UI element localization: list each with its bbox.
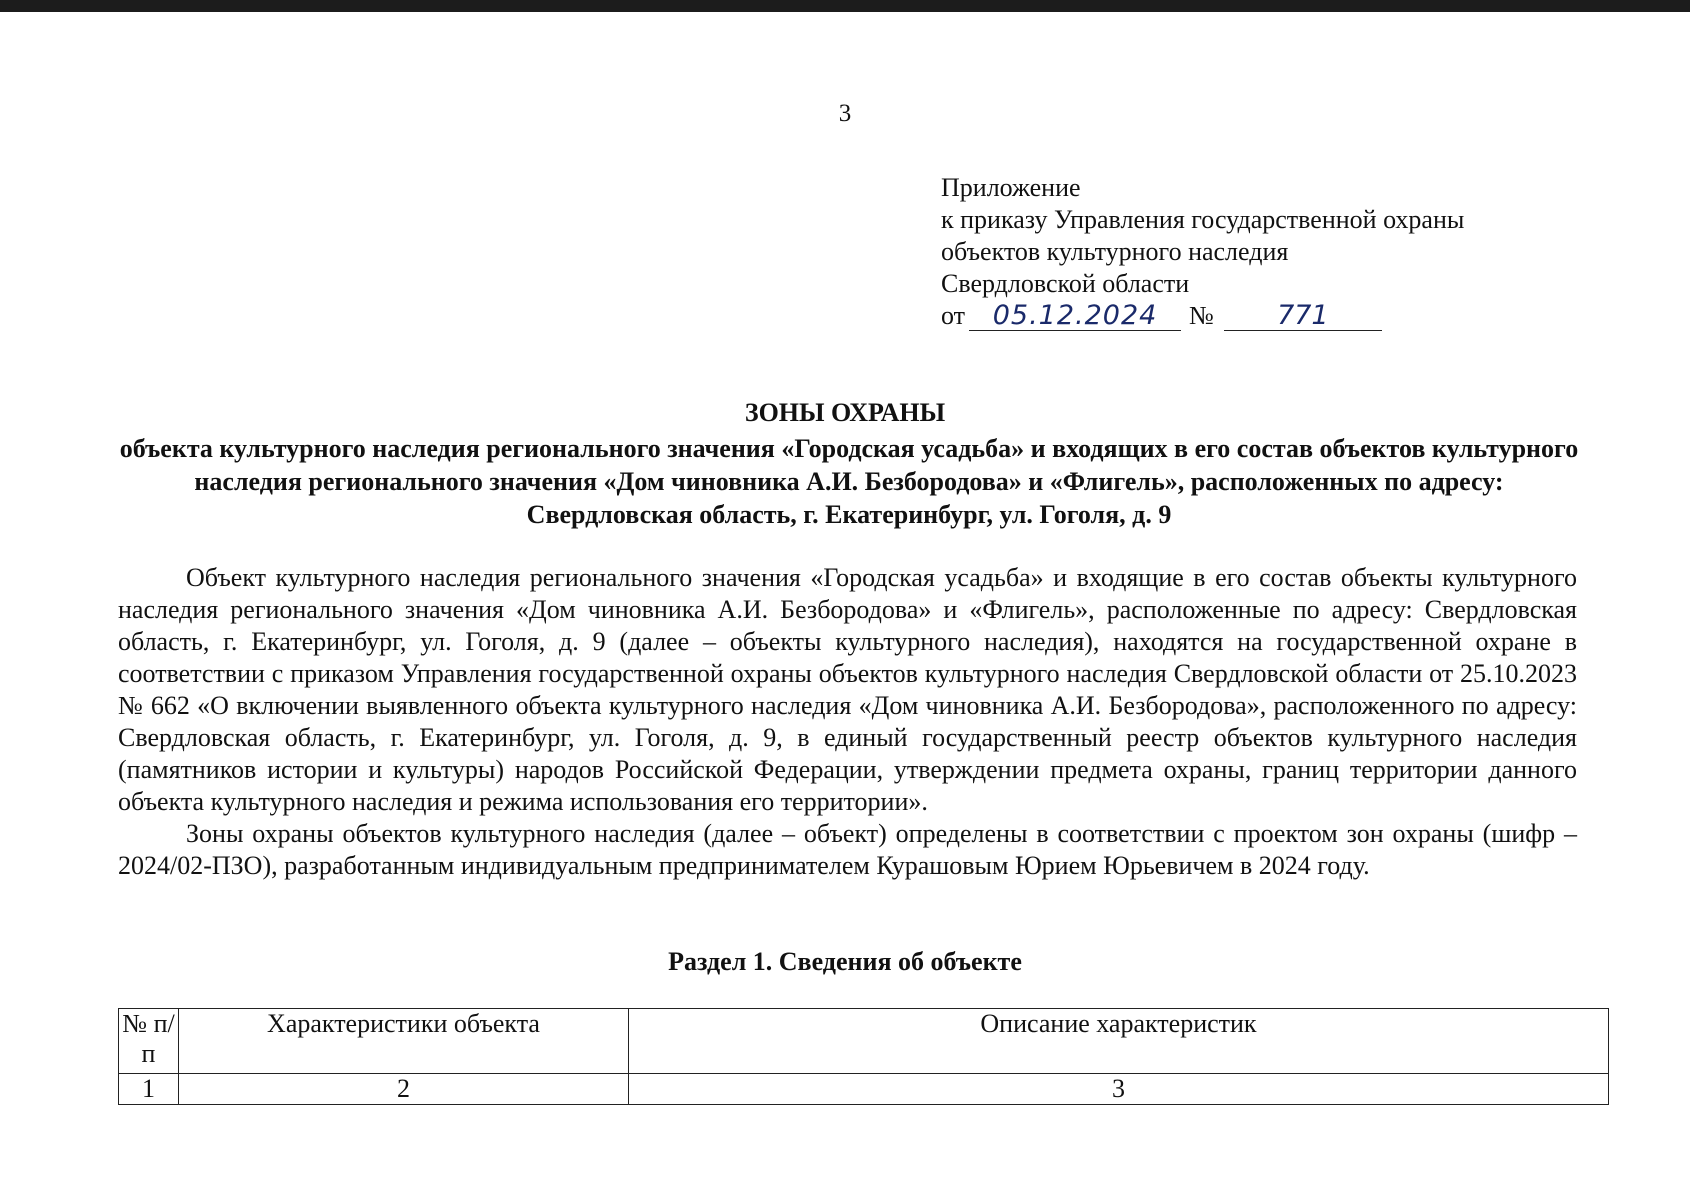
section-title: Раздел 1. Сведения об объекте — [668, 947, 1022, 976]
appendix-line: к приказу Управления государственной охраны — [941, 205, 1465, 234]
order-date-number-line — [941, 300, 1464, 332]
body-text — [118, 562, 1577, 882]
document-subtitle: объекта культурного наследия регионального значения «Городская усадьба» и входящих в его состав объектов культурного наследия регионального значения «Дом чиновника А.И. Безбородова» и «Флигель», расположенных по адресу: Свердловская область, г. Екатеринбург, ул. Гоголя, д. 9 — [119, 434, 1579, 529]
table-numbering-row — [119, 1074, 1609, 1105]
handwritten-date: 05.12.2024 — [969, 302, 1181, 331]
table-header-row — [119, 1009, 1609, 1074]
page-number: 3 — [838, 100, 852, 127]
appendix-block — [941, 172, 1464, 332]
header-cell-number: № п/п — [119, 1009, 179, 1074]
header-cell-description: Описание характеристик — [629, 1009, 1609, 1074]
paragraph: Зоны охраны объектов культурного наследия (далее – объект) определены в соответствии с проектом зон охраны (шифр – 2024/02-ПЗО), разработанным индивидуальным предпринимателем Курашовым Юрием Юрьевичем в 2024 году. — [118, 819, 1577, 880]
date-prefix: от — [941, 301, 966, 330]
appendix-line: Свердловской области — [941, 269, 1190, 298]
numbering-cell: 3 — [629, 1074, 1609, 1105]
numbering-cell: 2 — [179, 1074, 629, 1105]
header-cell-characteristics: Характеристики объекта — [179, 1009, 629, 1074]
top-border-bar — [0, 0, 1690, 12]
appendix-line: объектов культурного наследия — [941, 237, 1289, 266]
document-title: ЗОНЫ ОХРАНЫ — [744, 398, 946, 427]
handwritten-order-number: 771 — [1224, 302, 1382, 331]
paragraph: Объект культурного наследия регионального значения «Городская усадьба» и входящие в его состав объекты культурного наследия регионального значения «Дом чиновника А.И. Безбородова» и «Флигель», расположенные по адресу: Свердловская область, г. Екатеринбург, ул. Гоголя, д. 9 (далее – объекты культурного наследия), находятся на государственной охране в соответствии с приказом Управления государственной охраны объектов культурного наследия Свердловской области от 25.10.2023 № 662 «О включении выявленного объекта культурного наследия «Дом чиновника А.И. Безбородова», расположенного по адресу: Свердловская область, г. Екатеринбург, ул. Гоголя, д. 9, в единый государственный реестр объектов культурного наследия (памятников истории и культуры) народов Российской Федерации, утверждении предмета охраны, границ территории данного объекта культурного наследия и режима использования его территории». — [118, 563, 1577, 816]
number-sign: № — [1189, 301, 1214, 330]
appendix-line: Приложение — [941, 173, 1081, 202]
numbering-cell: 1 — [119, 1074, 179, 1105]
object-info-table — [118, 1008, 1609, 1105]
